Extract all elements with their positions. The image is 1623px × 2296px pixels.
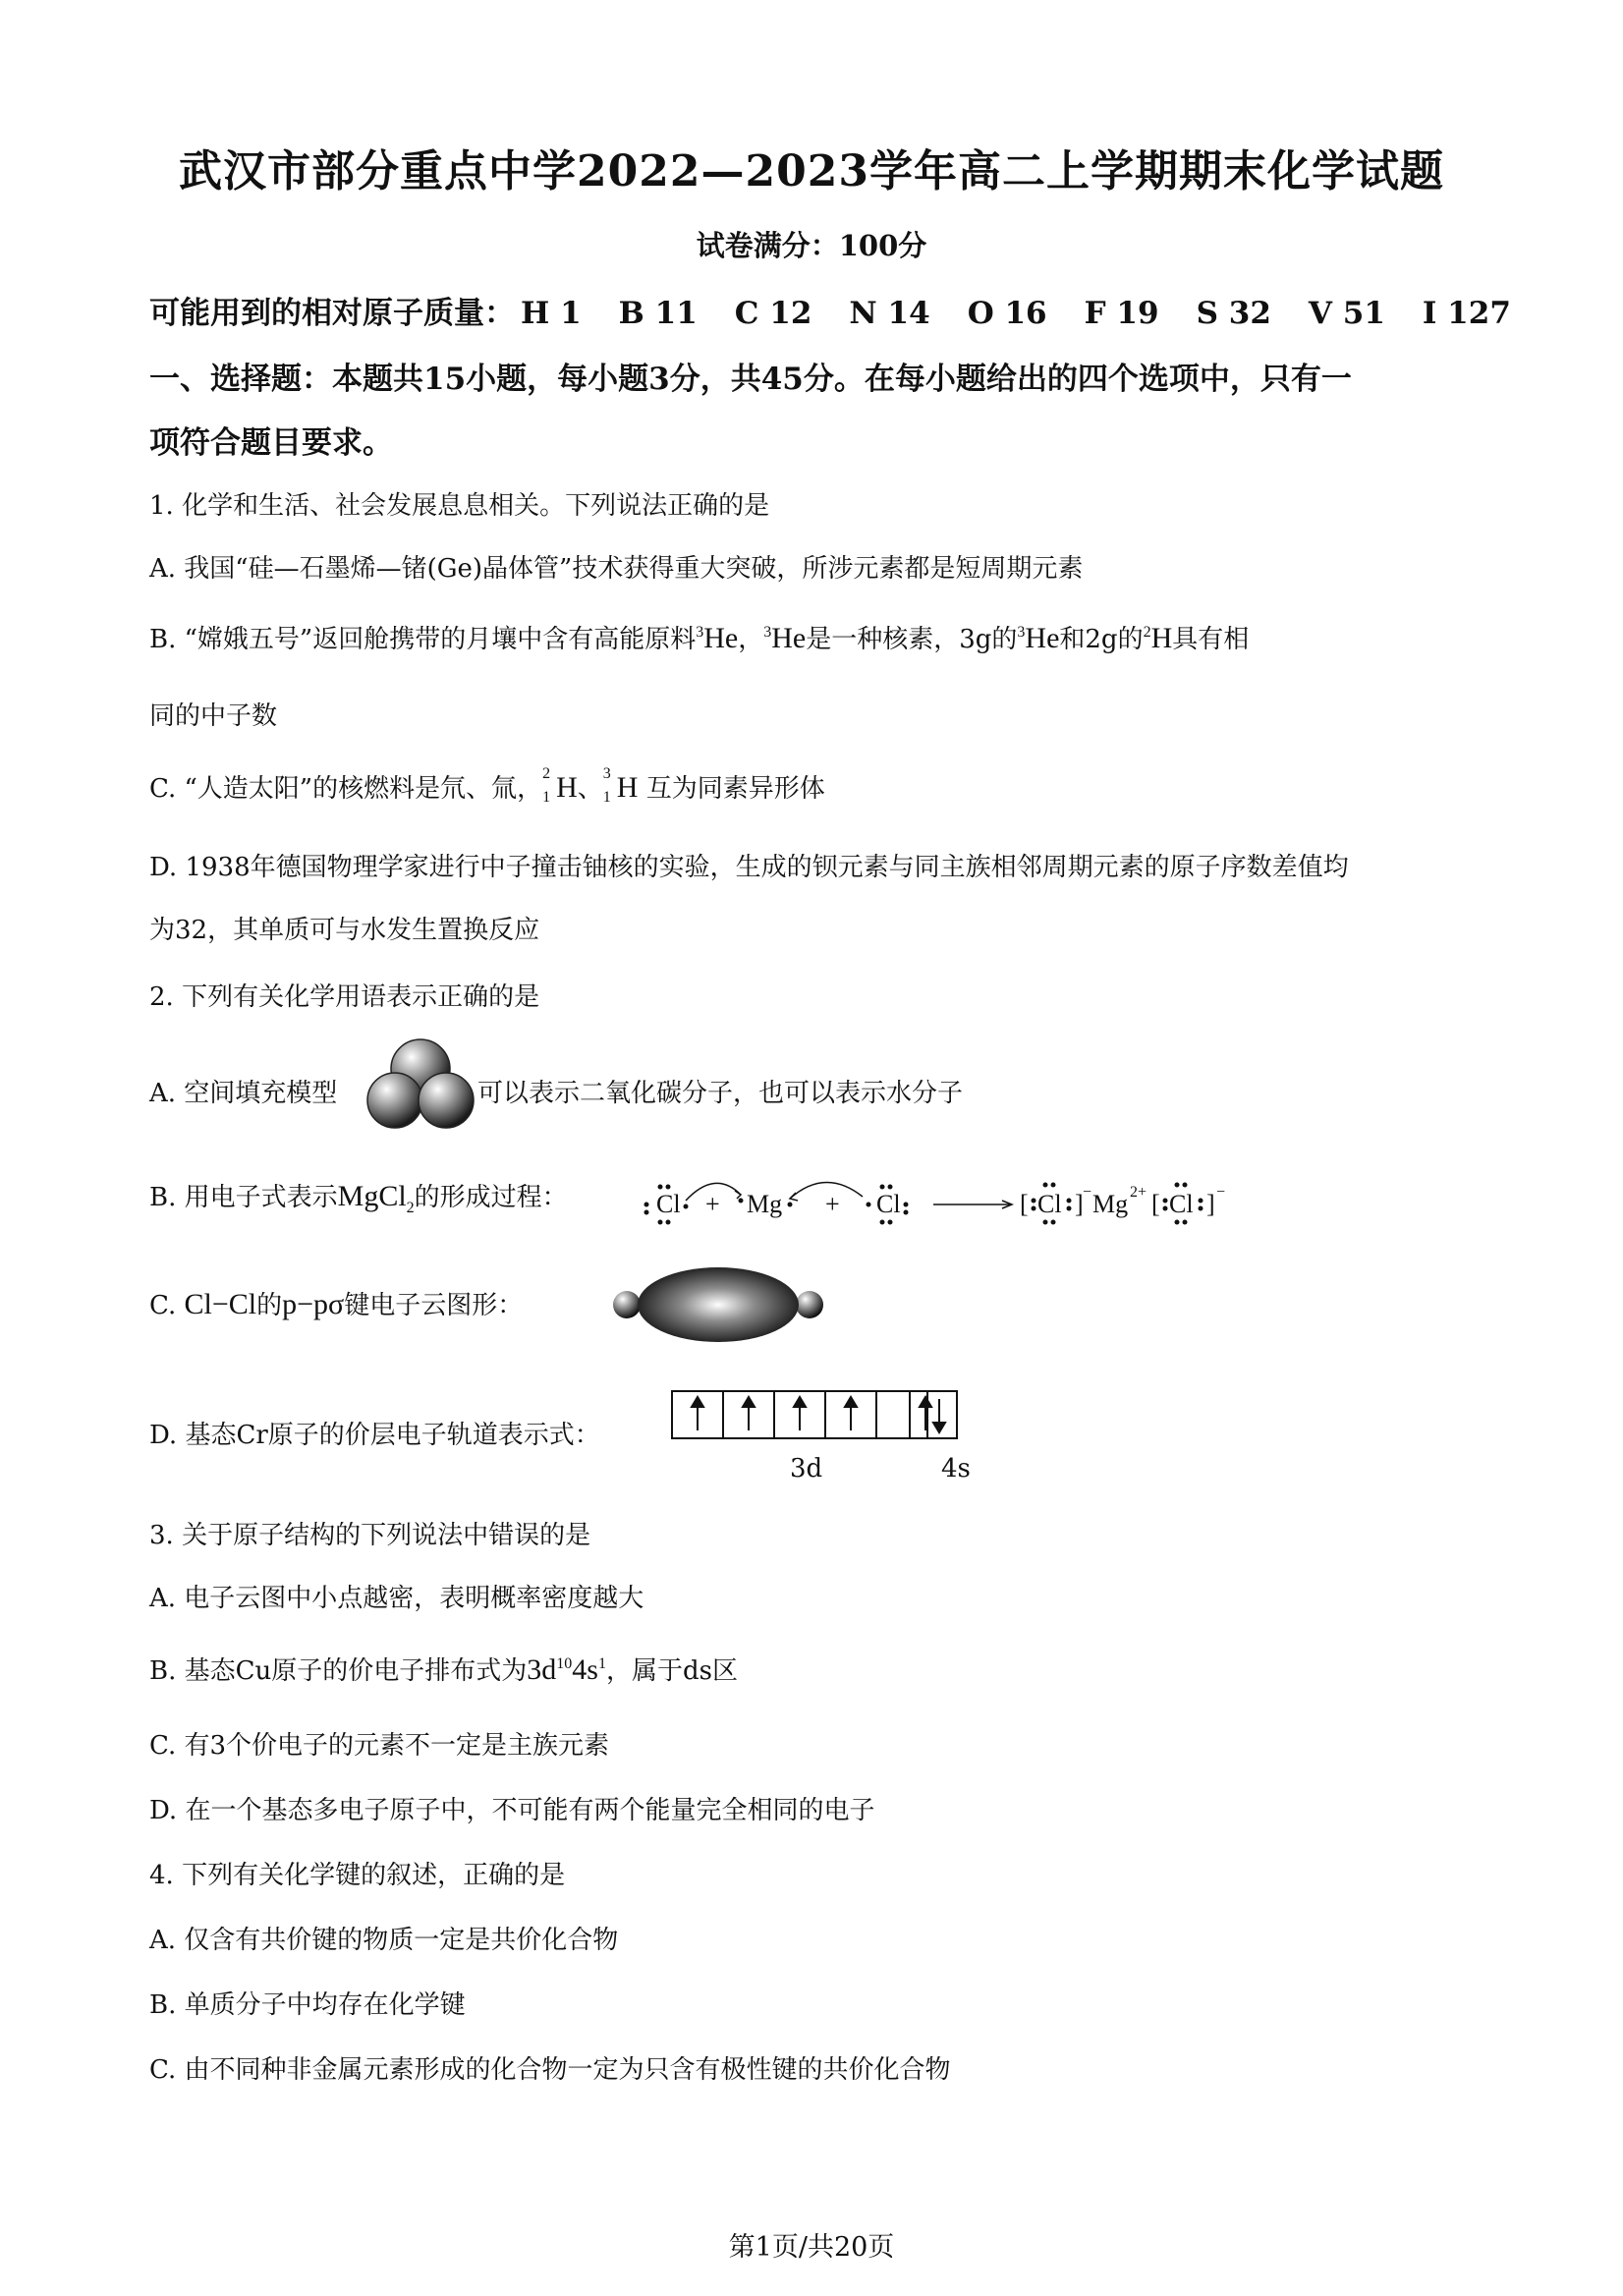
mass-item: N 14 xyxy=(849,296,930,331)
q4-option-a: A. 仅含有共价键的物质一定是共价化合物 xyxy=(149,1926,619,1955)
cr-orbital-diagram xyxy=(668,1387,982,1495)
q3-b-text: B. 基态Cu原子的价电子排布式为 xyxy=(149,1656,528,1686)
q2-option-d: D. 基态Cr原子的价层电子轨道表示式： xyxy=(149,1421,600,1450)
svg-text:2+: 2+ xyxy=(1130,1184,1147,1201)
mass-item: I 127 xyxy=(1422,296,1511,331)
q3-option-b xyxy=(149,1651,738,1687)
q2-c-text: C. xyxy=(149,1291,177,1320)
mass-item: V 51 xyxy=(1308,296,1385,331)
mgcl2-formula: MgCl$_2$ xyxy=(337,1180,415,1216)
q1-b-text: 是一种核素，3g的 xyxy=(806,625,1018,654)
svg-text:−: − xyxy=(1083,1184,1092,1201)
svg-text:Cl: Cl xyxy=(1037,1190,1062,1218)
sigma-bond-cloud-image xyxy=(609,1263,827,1346)
q1-option-d-line1: D. 1938年德国物理学家进行中子撞击铀核的实验，生成的钡元素与同主族相邻周期元素的原子序数差值均 xyxy=(149,853,1349,882)
mgcl2-formation-diagram xyxy=(639,1161,1267,1240)
q2-b-text: B. 用电子式表示 xyxy=(149,1183,338,1212)
q2-c-text: 的 xyxy=(256,1291,283,1320)
mass-item: O 16 xyxy=(967,296,1047,331)
q1-b-text: B. “嫦娥五号”返回舱携带的月壤中含有高能原料 xyxy=(149,625,697,654)
q1-c-text: C. “人造太阳”的核燃料是氘、氚， xyxy=(149,774,543,804)
q1-b-text: 和2g的 xyxy=(1059,625,1144,654)
section-heading-line2: 项符合题目要求。 xyxy=(149,425,393,461)
svg-text:]: ] xyxy=(1206,1190,1215,1218)
page-footer: 第1页/共20页 xyxy=(728,2232,895,2263)
q2-option-c xyxy=(149,1285,523,1321)
orbital-4s-label: 4s xyxy=(941,1454,971,1484)
h2-symbol: $^2$H xyxy=(1143,622,1173,654)
svg-text:+: + xyxy=(825,1190,840,1218)
svg-text:Mg: Mg xyxy=(1092,1190,1129,1218)
cl-cl-formula: Cl−Cl xyxy=(184,1288,257,1320)
q1-option-b-line2: 同的中子数 xyxy=(149,701,278,731)
q4-stem: 4. 下列有关化学键的叙述，正确的是 xyxy=(149,1861,566,1890)
q2-stem: 2. 下列有关化学用语表示正确的是 xyxy=(149,982,540,1012)
q2-b-text: 的形成过程： xyxy=(414,1183,568,1212)
he3-symbol: $^3$He xyxy=(763,622,807,654)
q1-option-b: B. “嫦娥五号”返回舱携带的月壤中含有高能原料$^3$He，$^3$He是一种核素，3g的$^3$He和2g的$^2$H具有相 xyxy=(149,622,1250,654)
mass-item: H 1 xyxy=(521,296,582,331)
tritium-symbol: 3 1 H xyxy=(602,765,639,806)
q1-option-a: A. 我国“硅—石墨烯—锗(Ge)晶体管”技术获得重大突破，所涉元素都是短周期元素 xyxy=(149,554,1084,584)
svg-text:Cl: Cl xyxy=(876,1190,901,1218)
deuterium-symbol: 2 1 H xyxy=(542,765,578,806)
q2-option-a xyxy=(149,1073,337,1109)
q1-option-d-line2: 为32，其单质可与水发生置换反应 xyxy=(149,916,540,945)
q2-a-text-2: 可以表示二氧化碳分子，也可以表示水分子 xyxy=(477,1079,964,1108)
q2-c-text: 键电子云图形： xyxy=(344,1291,524,1320)
q2-option-b xyxy=(149,1177,568,1217)
q1-stem: 1. 化学和生活、社会发展息息相关。下列说法正确的是 xyxy=(149,491,770,521)
mass-item: S 32 xyxy=(1196,296,1271,331)
he3-symbol: $^3$He xyxy=(696,622,739,654)
q3-option-c: C. 有3个价电子的元素不一定是主族元素 xyxy=(149,1731,610,1761)
section-heading-line1: 一、选择题：本题共15小题，每小题3分，共45分。在每小题给出的四个选项中，只有一 xyxy=(149,362,1352,397)
cu-config-formula: $3d^{10}4s^1$ xyxy=(527,1653,606,1686)
q3-option-d: D. 在一个基态多电子原子中，不可能有两个能量完全相同的电子 xyxy=(149,1796,875,1825)
q4-option-b: B. 单质分子中均存在化学键 xyxy=(149,1990,466,2020)
q1-option-c: C. “人造太阳”的核燃料是氘、氚， 2 1 H、 3 1 H 互为同素异形体 xyxy=(149,765,825,806)
q1-c-text: 互为同素异形体 xyxy=(645,774,825,804)
svg-text:+: + xyxy=(705,1190,720,1218)
mass-item: C 12 xyxy=(734,296,812,331)
q3-stem: 3. 关于原子结构的下列说法中错误的是 xyxy=(149,1521,591,1550)
full-score: 试卷满分：100分 xyxy=(696,229,927,262)
mass-item: F 19 xyxy=(1084,296,1159,331)
space-filling-model-image xyxy=(365,1036,476,1134)
svg-text:Mg: Mg xyxy=(747,1190,783,1218)
atomic-masses-label: 可能用到的相对原子质量： xyxy=(149,296,515,331)
q1-b-text: 具有相 xyxy=(1172,625,1250,654)
page-title: 武汉市部分重点中学2022—2023学年高二上学期期末化学试题 xyxy=(179,146,1444,196)
svg-text:[: [ xyxy=(1020,1190,1029,1218)
p-p-sigma-label: p−pσ xyxy=(282,1288,345,1320)
svg-text:Cl: Cl xyxy=(1169,1190,1194,1218)
q4-option-c: C. 由不同种非金属元素形成的化合物一定为只含有极性键的共价化合物 xyxy=(149,2055,951,2085)
q3-option-a: A. 电子云图中小点越密，表明概率密度越大 xyxy=(149,1584,644,1613)
q3-b-text: ，属于ds区 xyxy=(605,1656,738,1686)
svg-text:]: ] xyxy=(1075,1190,1084,1218)
q2-a-text: A. 空间填充模型 xyxy=(149,1079,338,1108)
mass-item: B 11 xyxy=(618,296,698,331)
atomic-masses xyxy=(149,288,1548,332)
svg-text:[: [ xyxy=(1151,1190,1160,1218)
he3-symbol: $^3$He xyxy=(1017,622,1060,654)
svg-text:−: − xyxy=(1216,1184,1226,1201)
svg-text:Cl: Cl xyxy=(656,1190,681,1218)
orbital-3d-label: 3d xyxy=(790,1454,823,1484)
